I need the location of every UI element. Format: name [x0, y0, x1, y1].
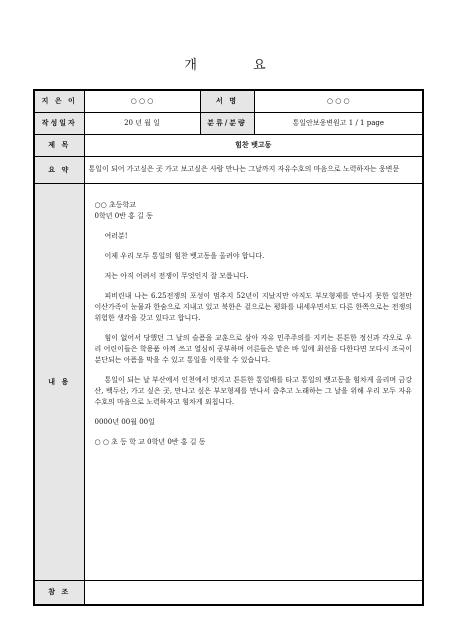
content-signature: ○ ○ 초 등 학 교 0학년 0반 홍 길 동	[94, 437, 206, 446]
subject-value: 힘찬 뱃고동	[84, 134, 423, 156]
signature-value: ○ ○ ○	[254, 90, 423, 112]
reference-label: 참 조	[34, 580, 84, 605]
content-school: ○○ 초등학교	[94, 200, 136, 209]
category-label: 분류/분량	[200, 112, 254, 134]
content-paragraph-5: 통일이 되는 날 부산에서 인천에서 멋지고 튼튼한 통일배를 타고 통일의 뱃고동을 힘차게 올리며 금강산, 백두산, 가고 싶은 곳, 만나고 싶은 부모형제를 만나서 춤추고 노래하는 그 날을 위해 우리 모두 자유수호의 마음으로 노력하자고 힘차게 외칩니다.	[94, 375, 412, 406]
summary-value: 통일이 되어 가고싶은 곳 가고 보고싶은 사람 만나는 그날까지 자유수호의 마음으로 노력하자는 웅변문	[84, 156, 423, 183]
summary-label: 요 약	[34, 156, 84, 183]
content-paragraph-1: 이제 우리 모두 통일의 힘찬 뱃고동을 올려야 합니다.	[104, 251, 265, 260]
date-label: 작성일자	[34, 112, 84, 134]
content-paragraph-3: 피비린내 나는 6.25전쟁의 포성이 멈추지 52년이 지났지만 아직도 부모형제를 만나지 못한 일천만 이산가족이 눈물과 한숨으로 지내고 있고 북한은 겉으로는 평화를 내세우면서도 다른 한쪽으로는 전쟁의 위험한 생각을 갖고 있다고 합니다.	[94, 291, 412, 322]
date-value: 20 년 월 일	[84, 112, 200, 134]
reference-value	[84, 580, 423, 605]
subject-label: 제 목	[34, 134, 84, 156]
content-class-name: 0학년 0반 홍 길 동	[94, 211, 153, 220]
document-title: 개 요	[184, 58, 292, 73]
author-value: ○ ○ ○	[84, 90, 200, 112]
author-label: 지 은 이	[34, 90, 84, 112]
content-date: 0000년 00월 00일	[94, 417, 155, 426]
content-paragraph-2: 저는 아직 어려서 전쟁이 무엇인지 잘 모릅니다.	[104, 271, 249, 280]
summary-form-table	[33, 89, 424, 606]
content-label: 내 용	[34, 183, 84, 580]
content-body	[84, 183, 423, 580]
signature-label: 서 명	[200, 90, 254, 112]
content-greeting: 여러분!	[104, 231, 128, 240]
content-paragraph-4: 힘이 없어서 당했던 그 날의 슬픔을 교훈으로 삼아 자유 민주주의를 지키는 튼튼한 정신과 각오로 우리 어린이들은 학용품 아껴 쓰고 열심히 공부하며 어른들은 맡은 바 일에 최선을 다한다면 모다시 조국이 분단되는 아픔을 막을 수 있고 통일을 이룩할 수 있습니다.	[94, 333, 412, 364]
category-value: 통일안보웅변원고 1 / 1 page	[254, 112, 423, 134]
